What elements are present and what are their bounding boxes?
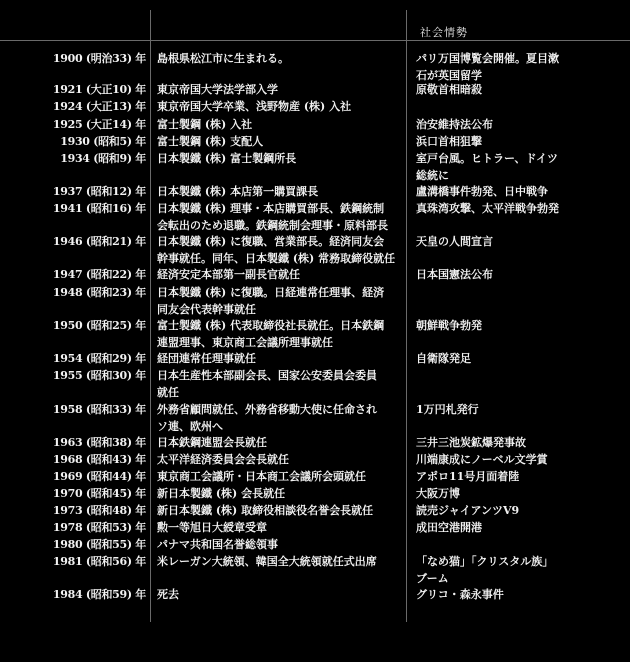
row-event xyxy=(157,50,400,67)
event-line: 日本製鐵 (株) 富士製鋼所長 xyxy=(157,152,297,165)
row-year: 1941 (昭和16) 年 xyxy=(52,202,146,215)
society-line: 大阪万博 xyxy=(416,487,460,500)
society-line: 室戸台風。ヒトラー、ドイツ xyxy=(416,152,559,165)
row-year: 1947 (昭和22) 年 xyxy=(52,268,146,281)
row-event xyxy=(157,98,400,115)
event-line: 東京商工会議所・日本商工会議所会頭就任 xyxy=(157,470,366,483)
society-line: 浜口首相狙撃 xyxy=(416,135,482,148)
event-line: 新日本製鐵 (株) 取締役相談役名誉会長就任 xyxy=(157,504,374,517)
row-year: 1924 (大正13) 年 xyxy=(52,100,146,113)
row-society xyxy=(416,502,576,519)
row-society xyxy=(416,485,576,502)
row-society xyxy=(416,116,576,133)
society-line: パリ万国博覧会開催。夏目漱 xyxy=(416,52,559,65)
event-line: 富士製鋼 (株) 入社 xyxy=(157,118,253,131)
row-year: 1968 (昭和43) 年 xyxy=(52,453,146,466)
row-event xyxy=(157,350,400,367)
row-event xyxy=(157,200,400,234)
row-event xyxy=(157,586,400,603)
row-society xyxy=(416,133,576,150)
row-event xyxy=(157,116,400,133)
event-line: 富士製鋼 (株) 支配人 xyxy=(157,135,264,148)
society-line: 朝鮮戦争勃発 xyxy=(416,319,482,332)
event-line: 幹事就任。同年、日本製鐵 (株) 常務取締役就任 xyxy=(157,252,396,265)
row-event xyxy=(157,183,400,200)
event-line: 連盟理事、東京商工会議所理事就任 xyxy=(157,336,333,349)
row-year: 1954 (昭和29) 年 xyxy=(52,352,146,365)
row-year: 1948 (昭和23) 年 xyxy=(52,286,146,299)
header-divider xyxy=(0,40,630,41)
row-year: 1978 (昭和53) 年 xyxy=(52,521,146,534)
row-society xyxy=(416,434,576,451)
column-divider-right xyxy=(406,10,407,622)
row-event xyxy=(157,284,400,318)
event-line: 経団連常任理事就任 xyxy=(157,352,256,365)
row-society xyxy=(416,519,576,536)
row-year: 1946 (昭和21) 年 xyxy=(52,235,146,248)
society-line: 総統に xyxy=(416,169,449,182)
society-line: ブーム xyxy=(416,572,449,585)
society-line: 真珠湾攻撃、太平洋戦争勃発 xyxy=(416,202,559,215)
row-event xyxy=(157,536,400,553)
event-line: 東京帝国大学法学部入学 xyxy=(157,83,278,96)
event-line: 外務省顧問就任、外務省移動大使に任命され xyxy=(157,403,377,416)
event-line: 会転出のため退職。鉄鋼統制会理事・原料部長 xyxy=(157,219,388,232)
society-line: 天皇の人間宣言 xyxy=(416,235,493,248)
society-line: 盧溝橋事件勃発、日中戦争 xyxy=(416,185,548,198)
row-society xyxy=(416,183,576,200)
event-line: 日本生産性本部副会長、国家公安委員会委員 xyxy=(157,369,377,382)
society-line: 石が英国留学 xyxy=(416,69,482,82)
row-society xyxy=(416,401,576,418)
row-year: 1958 (昭和33) 年 xyxy=(52,403,146,416)
row-society xyxy=(416,553,576,587)
event-line: 死去 xyxy=(157,588,179,601)
row-year: 1970 (昭和45) 年 xyxy=(52,487,146,500)
row-year: 1921 (大正10) 年 xyxy=(52,83,146,96)
row-year: 1984 (昭和59) 年 xyxy=(52,588,146,601)
event-line: 日本製鐵 (株) 理事・本店購買部長、鉄鋼統制 xyxy=(157,202,385,215)
row-event xyxy=(157,266,400,283)
row-event xyxy=(157,133,400,150)
event-line: 東京帝国大学卒業、浅野物産 (株) 入社 xyxy=(157,100,352,113)
row-year: 1950 (昭和25) 年 xyxy=(52,319,146,332)
row-year: 1980 (昭和55) 年 xyxy=(52,538,146,551)
row-society xyxy=(416,233,576,250)
column-divider-left xyxy=(150,10,151,622)
society-line: 川端康成にノーベル文学賞 xyxy=(416,453,548,466)
row-event xyxy=(157,81,400,98)
row-event xyxy=(157,233,400,267)
row-year: 1930 (昭和5) 年 xyxy=(60,135,146,148)
row-year: 1937 (昭和12) 年 xyxy=(52,185,146,198)
society-line: グリコ・森永事件 xyxy=(416,588,504,601)
row-event xyxy=(157,150,400,167)
society-line: 1万円札発行 xyxy=(416,403,479,416)
event-line: 勲一等旭日大綬章受章 xyxy=(157,521,267,534)
row-event xyxy=(157,485,400,502)
row-year: 1973 (昭和48) 年 xyxy=(52,504,146,517)
row-year: 1963 (昭和38) 年 xyxy=(52,436,146,449)
society-column-header: 社会情勢 xyxy=(420,26,468,39)
row-event xyxy=(157,519,400,536)
row-event xyxy=(157,553,400,570)
row-society xyxy=(416,200,576,217)
society-line: 三井三池炭鉱爆発事故 xyxy=(416,436,526,449)
row-year: 1934 (昭和9) 年 xyxy=(60,152,146,165)
row-society xyxy=(416,317,576,334)
event-line: 富士製鐵 (株) 代表取締役社長就任。日本鉄鋼 xyxy=(157,319,385,332)
row-society xyxy=(416,266,576,283)
row-society xyxy=(416,350,576,367)
row-event xyxy=(157,401,400,435)
row-society xyxy=(416,81,576,98)
event-line: 日本製鐵 (株) に復職。日経連常任理事、経済 xyxy=(157,286,385,299)
row-year: 1955 (昭和30) 年 xyxy=(52,369,146,382)
society-line: 成田空港開港 xyxy=(416,521,482,534)
row-society xyxy=(416,150,576,184)
society-line: 読売ジャイアンツV9 xyxy=(416,504,520,517)
row-society xyxy=(416,50,576,84)
event-line: 日本製鐵 (株) 本店第一購買課長 xyxy=(157,185,319,198)
row-society xyxy=(416,468,576,485)
row-year: 1981 (昭和56) 年 xyxy=(52,555,146,568)
event-line: 日本鉄鋼連盟会長就任 xyxy=(157,436,267,449)
event-line: 新日本製鐵 (株) 会長就任 xyxy=(157,487,286,500)
society-line: 治安維持法公布 xyxy=(416,118,493,131)
society-line: 原敬首相暗殺 xyxy=(416,83,482,96)
event-line: 島根県松江市に生まれる。 xyxy=(157,52,289,65)
row-event xyxy=(157,502,400,519)
event-line: 同友会代表幹事就任 xyxy=(157,303,256,316)
event-line: 経済安定本部第一副長官就任 xyxy=(157,268,300,281)
event-line: 日本製鐵 (株) に復職、営業部長。経済同友会 xyxy=(157,235,385,248)
row-society xyxy=(416,586,576,603)
row-event xyxy=(157,317,400,351)
row-event xyxy=(157,451,400,468)
row-event xyxy=(157,434,400,451)
society-line: 「なめ猫」「クリスタル族」 xyxy=(416,555,554,568)
row-year: 1925 (大正14) 年 xyxy=(52,118,146,131)
event-line: 米レーガン大統領、韓国全大統領就任式出席 xyxy=(157,555,377,568)
row-year: 1900 (明治33) 年 xyxy=(52,52,146,65)
society-line: 自衛隊発足 xyxy=(416,352,471,365)
event-line: 太平洋経済委員会会長就任 xyxy=(157,453,289,466)
row-year: 1969 (昭和44) 年 xyxy=(52,470,146,483)
row-society xyxy=(416,451,576,468)
row-event xyxy=(157,468,400,485)
event-line: 就任 xyxy=(157,386,179,399)
event-line: ソ連、欧州へ xyxy=(157,420,223,433)
society-line: 日本国憲法公布 xyxy=(416,268,493,281)
row-event xyxy=(157,367,400,401)
event-line: パナマ共和国名誉総領事 xyxy=(157,538,278,551)
society-line: アポロ11号月面着陸 xyxy=(416,470,520,483)
